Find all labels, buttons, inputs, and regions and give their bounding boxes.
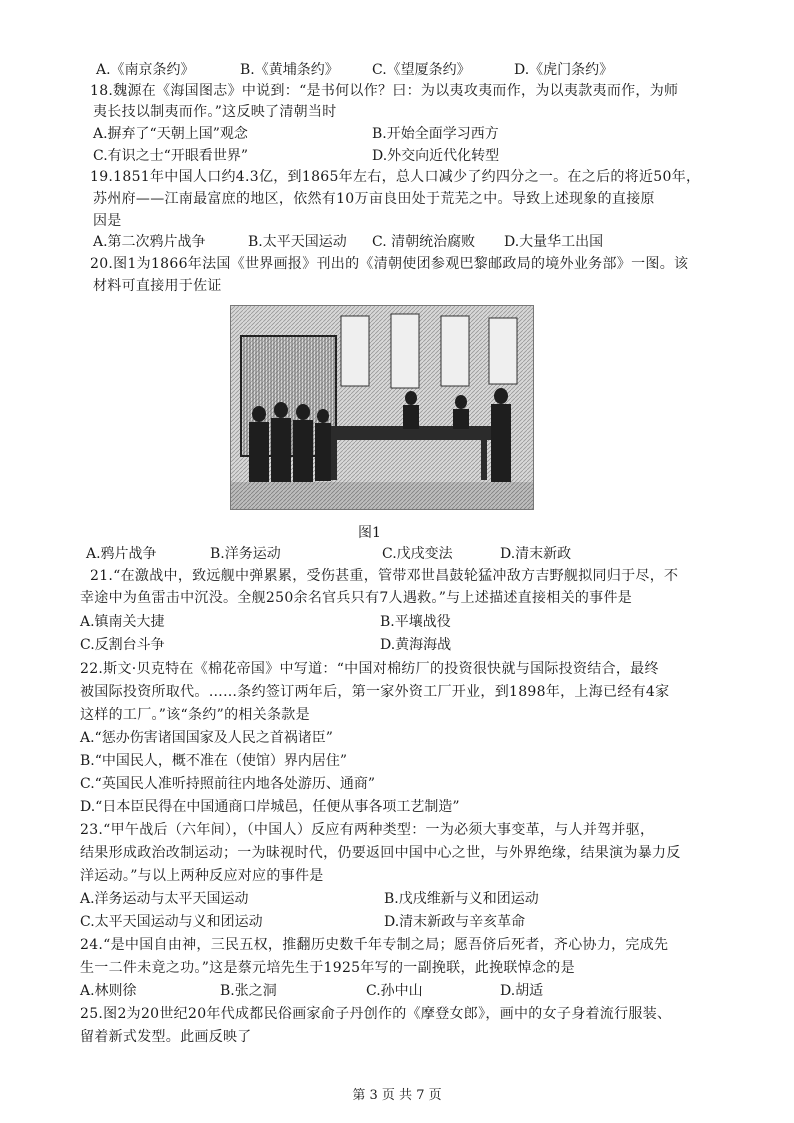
q23-option-b: B.戊戌维新与义和团运动 [384,891,539,907]
q22-option-d: D.“日本臣民得在中国通商口岸城邑，任便从事各项工艺制造” [80,799,460,815]
q22-option-c: C.“英国民人准听持照前往内地各处游历、通商” [80,776,375,792]
q18-option-c: C.有识之士“开眼看世界” [93,148,248,164]
q19-stem-line3: 因是 [93,213,122,229]
q20-stem-line2: 材料可直接用于佐证 [93,278,222,294]
q20-option-c: C.戊戌变法 [382,546,453,562]
q22-option-a: A.“惩办伤害诸国国家及人民之首祸诸臣” [80,730,333,746]
figure-1-caption: 图1 [358,525,381,541]
q22-stem-line1: 22.斯文·贝克特在《棉花帝国》中写道：“中国对棉纺厂的投资很快就与国际投资结合，最终 [80,661,659,677]
q23-option-c: C.太平天国运动与义和团运动 [80,914,263,930]
q20-stem-line1: 20.图1为1866年法国《世界画报》刊出的《清朝使团参观巴黎邮政局的境外业务部》一图。该 [90,256,689,272]
q19-option-a: A.第二次鸦片战争 [93,234,206,250]
q25-stem-line1: 25.图2为20世纪20年代成都民俗画家俞子丹创作的《摩登女郎》，画中的女子身着流行服装、 [80,1006,672,1022]
q24-option-a: A.林则徐 [80,983,137,999]
q18-stem-line2: 夷长技以制夷而作。”这反映了清朝当时 [93,104,337,120]
q24-option-d: D.胡适 [500,983,544,999]
q20-option-d: D.清末新政 [500,546,572,562]
q24-stem-line2: 生一二件未竟之功。”这是蔡元培先生于1925年写的一副挽联，此挽联悼念的是 [80,960,575,976]
q24-stem-line1: 24.“是中国自由神，三民五权，推翻历史数千年专制之局；愿吾侪后死者，齐心协力，完成先 [80,937,669,953]
q21-option-b: B.平壤战役 [380,614,451,630]
q21-option-d: D.黄海海战 [380,637,452,653]
q19-option-b: B.太平天国运动 [248,234,347,250]
q19-option-d: D.大量华工出国 [504,234,604,250]
q22-stem-line3: 这样的工厂。”该“条约”的相关条款是 [80,707,310,723]
q19-option-c: C. 清朝统治腐败 [372,234,476,250]
q18-option-b: B.开始全面学习西方 [372,126,499,142]
q23-stem-line1: 23.“甲午战后（六年间），（中国人）反应有两种类型：一为必须大事变革，与人并驾并驱， [80,822,655,838]
q18-option-d: D.外交向近代化转型 [372,148,500,164]
q17-option-c: C.《望厦条约》 [372,62,471,78]
q23-option-d: D.清末新政与辛亥革命 [384,914,526,930]
q21-option-c: C.反割台斗争 [80,637,165,653]
q21-stem-line1: 21.“在激战中，致远舰中弹累累，受伤甚重，管带邓世昌鼓轮猛冲敌方吉野舰拟同归于尽，不 [90,568,679,584]
figure-1-engraving [230,305,534,510]
q19-stem-line2: 苏州府——江南最富庶的地区，依然有10万亩良田处于荒芜之中。导致上述现象的直接原 [93,191,655,207]
q23-stem-line3: 洋运动。”与以上两种反应对应的事件是 [80,868,324,884]
q22-stem-line2: 被国际投资所取代。……条约签订两年后，第一家外资工厂开业，到1898年，上海已经有4家 [80,684,670,700]
q23-option-a: A.洋务运动与太平天国运动 [80,891,249,907]
q22-option-b: B.“中国民人，概不准在（使馆）界内居住” [80,753,348,769]
q20-option-b: B.洋务运动 [210,546,281,562]
q19-stem-line1: 19.1851年中国人口约4.3亿，到1865年左右，总人口减少了约四分之一。在之后的将近50年， [90,169,701,185]
engraving-illustration [231,306,533,509]
q20-option-a: A.鸦片战争 [86,546,157,562]
q18-option-a: A.摒弃了“天朝上国”观念 [93,126,248,142]
q21-stem-line2: 幸途中为鱼雷击中沉没。全舰250余名官兵只有7人遇救。”与上述描述直接相关的事件是 [80,590,633,606]
page-footer: 第 3 页 共 7 页 [352,1088,442,1103]
q24-option-b: B.张之洞 [220,983,277,999]
q17-option-d: D.《虎门条约》 [514,62,614,78]
q24-option-c: C.孙中山 [366,983,423,999]
q18-stem-line1: 18.魏源在《海国图志》中说到：“是书何以作？曰：为以夷攻夷而作，为以夷款夷而作，为师 [90,83,679,99]
q17-option-a: A.《南京条约》 [96,62,195,78]
q17-option-b: B.《黄埔条约》 [240,62,339,78]
q23-stem-line2: 结果形成政治改制运动；一为昧视时代，仍要返回中国中心之世，与外界绝缘，结果演为暴力反 [80,845,681,861]
q21-option-a: A.镇南关大捷 [80,614,165,630]
q25-stem-line2: 留着新式发型。此画反映了 [80,1029,252,1045]
